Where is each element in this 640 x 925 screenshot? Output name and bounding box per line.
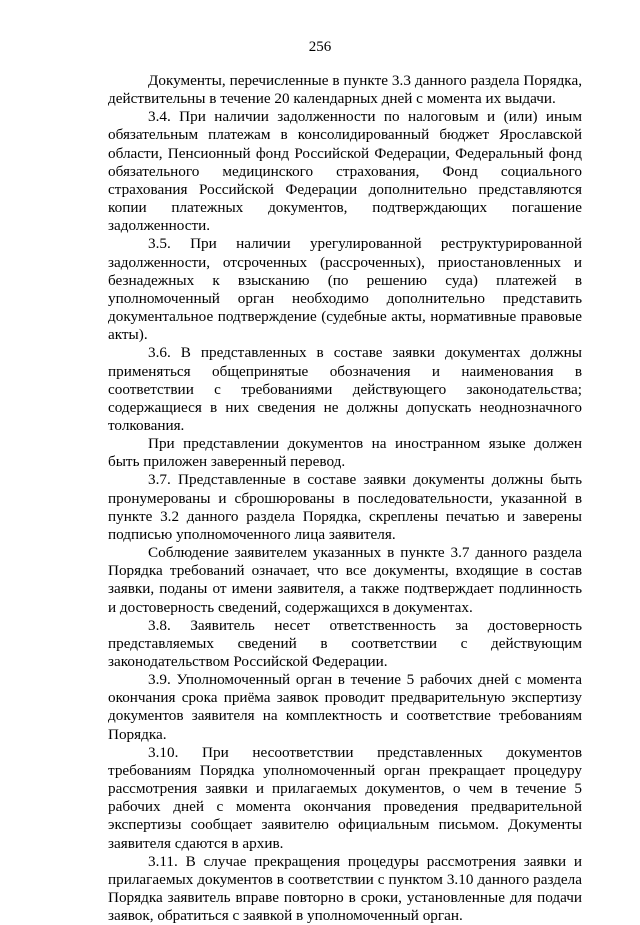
paragraph-3-10: 3.10. При несоответствии представленных документов требованиям Порядка уполномоченный орган прекращает процедуру рассмотрения заявки и прилагаемых документов, о чем в течение 5 рабочих дней с момента окончания проведения предварительной экспертизы сообщает заявителю официальным письмом. Документы заявителя сдаются в архив.: [108, 743, 582, 852]
paragraph-3-8: 3.8. Заявитель несет ответственность за достоверность представляемых сведений в соответствии с действующим законодательством Российской Федерации.: [108, 616, 582, 670]
paragraph-3-4: 3.4. При наличии задолженности по налоговым и (или) иным обязательным платежам в консолидированный бюджет Ярославской области, Пенсионный фонд Российской Федерации, Федеральный фонд обязательного медицинского страхования, Фонд социального страхования Российской Федерации дополнительно представляются копии платежных документов, подтверждающих погашение задолженности.: [108, 108, 582, 235]
paragraph-validity: Документы, перечисленные в пункте 3.3 данного раздела Порядка, действительны в течение 20 календарных дней с момента их выдачи.: [108, 72, 582, 108]
paragraph-3-5: 3.5. При наличии урегулированной реструктурированной задолженности, отсроченных (рассроченных), приостановленных и безнадежных к взысканию (по решению суда) платежей в уполномоченный орган необходимо дополнительно представить документальное подтверждение (судебные акты, нормативные правовые акты).: [108, 235, 582, 344]
paragraph-compliance: Соблюдение заявителем указанных в пункте 3.7 данного раздела Порядка требований означает, что все документы, входящие в состав заявки, поданы от имени заявителя, а также подтверждает подлинность и достоверность сведений, содержащихся в документах.: [108, 544, 582, 616]
paragraph-3-6: 3.6. В представленных в составе заявки документах должны применяться общепринятые обозначения и наименования в соответствии с требованиями действующего законодательства; содержащиеся в них сведения не должны допускать неоднозначного толкования.: [108, 344, 582, 434]
paragraph-3-11: 3.11. В случае прекращения процедуры рассмотрения заявки и прилагаемых документов в соответствии с пунктом 3.10 данного раздела Порядка заявитель вправе повторно в сроки, установленные для подачи заявок, обратиться с заявкой в уполномоченный орган.: [108, 852, 582, 925]
paragraph-foreign-language: При представлении документов на иностранном языке должен быть приложен заверенный перевод.: [108, 435, 582, 471]
paragraph-3-7: 3.7. Представленные в составе заявки документы должны быть пронумерованы и сброшюрованы в последовательности, указанной в пункте 3.2 данного раздела Порядка, скреплены печатью и заверены подписью уполномоченного лица заявителя.: [108, 471, 582, 543]
document-body: [108, 72, 582, 925]
page-number: 256: [308, 39, 332, 55]
paragraph-3-9: 3.9. Уполномоченный орган в течение 5 рабочих дней с момента окончания срока приёма заявок проводит предварительную экспертизу документов заявителя на комплектность и соответствие требованиям Порядка.: [108, 671, 582, 743]
